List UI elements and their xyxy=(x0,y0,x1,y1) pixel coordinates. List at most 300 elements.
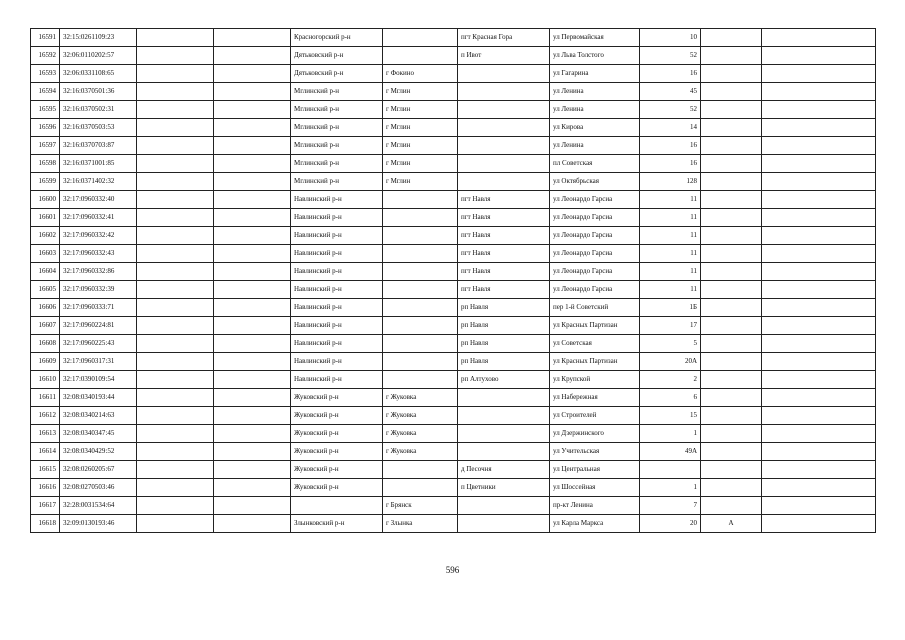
district-cell: Дятьковский р-н xyxy=(291,47,383,65)
letter-cell xyxy=(701,407,762,425)
empty-cell xyxy=(762,173,876,191)
empty-cell xyxy=(137,101,214,119)
table-row xyxy=(31,515,876,533)
cadastral-number-cell: 32:06:0331108:65 xyxy=(60,65,137,83)
house-number-cell: 11 xyxy=(640,263,701,281)
district-cell: Навлинский р-н xyxy=(291,371,383,389)
settlement-cell: пгт Навля xyxy=(458,245,550,263)
empty-cell xyxy=(762,281,876,299)
district-cell: Жуковский р-н xyxy=(291,461,383,479)
empty-cell xyxy=(137,173,214,191)
street-cell: ул Дзержинского xyxy=(550,425,640,443)
empty-cell xyxy=(214,47,291,65)
empty-cell xyxy=(762,137,876,155)
street-cell: ул Ленина xyxy=(550,101,640,119)
settlement-cell: п Цветники xyxy=(458,479,550,497)
empty-cell xyxy=(214,497,291,515)
settlement-cell xyxy=(458,119,550,137)
district-cell: Мглинский р-н xyxy=(291,173,383,191)
house-number-cell: 15 xyxy=(640,407,701,425)
street-cell: ул Октябрьская xyxy=(550,173,640,191)
settlement-cell xyxy=(458,173,550,191)
record-number-cell: 16597 xyxy=(31,137,60,155)
district-cell: Мглинский р-н xyxy=(291,155,383,173)
city-cell xyxy=(383,299,458,317)
district-cell: Навлинский р-н xyxy=(291,317,383,335)
table-row xyxy=(31,443,876,461)
empty-cell xyxy=(214,191,291,209)
city-cell: г Жуковка xyxy=(383,425,458,443)
empty-cell xyxy=(762,479,876,497)
district-cell: Жуковский р-н xyxy=(291,443,383,461)
empty-cell xyxy=(137,389,214,407)
cadastral-number-cell: 32:17:0960332:86 xyxy=(60,263,137,281)
empty-cell xyxy=(762,155,876,173)
record-number-cell: 16605 xyxy=(31,281,60,299)
letter-cell xyxy=(701,173,762,191)
empty-cell xyxy=(214,425,291,443)
settlement-cell: пгт Навля xyxy=(458,191,550,209)
record-number-cell: 16606 xyxy=(31,299,60,317)
cadastral-number-cell: 32:17:0960224:81 xyxy=(60,317,137,335)
street-cell: ул Строителей xyxy=(550,407,640,425)
cadastral-number-cell: 32:08:0340347:45 xyxy=(60,425,137,443)
empty-cell xyxy=(214,479,291,497)
empty-cell xyxy=(762,47,876,65)
empty-cell xyxy=(762,29,876,47)
district-cell: Навлинский р-н xyxy=(291,281,383,299)
settlement-cell: пгт Красная Гора xyxy=(458,29,550,47)
district-cell: Навлинский р-н xyxy=(291,335,383,353)
street-cell: ул Красных Партизан xyxy=(550,317,640,335)
settlement-cell: пгт Навля xyxy=(458,263,550,281)
empty-cell xyxy=(214,101,291,119)
settlement-cell: пгт Навля xyxy=(458,281,550,299)
empty-cell xyxy=(137,47,214,65)
street-cell: ул Ленина xyxy=(550,83,640,101)
house-number-cell: 128 xyxy=(640,173,701,191)
empty-cell xyxy=(214,443,291,461)
city-cell: г Жуковка xyxy=(383,407,458,425)
settlement-cell: д Песочня xyxy=(458,461,550,479)
cadastral-number-cell: 32:08:0340193:44 xyxy=(60,389,137,407)
record-number-cell: 16613 xyxy=(31,425,60,443)
city-cell: г Фокино xyxy=(383,65,458,83)
table-row xyxy=(31,371,876,389)
settlement-cell: пгт Навля xyxy=(458,209,550,227)
empty-cell xyxy=(214,461,291,479)
record-number-cell: 16601 xyxy=(31,209,60,227)
district-cell: Навлинский р-н xyxy=(291,353,383,371)
empty-cell xyxy=(137,425,214,443)
house-number-cell: 16 xyxy=(640,137,701,155)
street-cell: ул Красных Партизан xyxy=(550,353,640,371)
settlement-cell xyxy=(458,515,550,533)
empty-cell xyxy=(214,83,291,101)
empty-cell xyxy=(137,29,214,47)
letter-cell xyxy=(701,101,762,119)
cadastral-number-cell: 32:16:0371402:32 xyxy=(60,173,137,191)
city-cell xyxy=(383,29,458,47)
city-cell: г Мглин xyxy=(383,173,458,191)
district-cell: Жуковский р-н xyxy=(291,407,383,425)
empty-cell xyxy=(137,335,214,353)
empty-cell xyxy=(137,281,214,299)
settlement-cell xyxy=(458,137,550,155)
house-number-cell: 11 xyxy=(640,191,701,209)
settlement-cell xyxy=(458,407,550,425)
house-number-cell: 11 xyxy=(640,227,701,245)
table-row xyxy=(31,353,876,371)
house-number-cell: 20А xyxy=(640,353,701,371)
letter-cell: А xyxy=(701,515,762,533)
street-cell: ул Первомайская xyxy=(550,29,640,47)
empty-cell xyxy=(137,137,214,155)
city-cell: г Мглин xyxy=(383,155,458,173)
empty-cell xyxy=(214,371,291,389)
city-cell: г Мглин xyxy=(383,119,458,137)
cadastral-number-cell: 32:17:0960317:31 xyxy=(60,353,137,371)
city-cell: г Брянск xyxy=(383,497,458,515)
letter-cell xyxy=(701,461,762,479)
empty-cell xyxy=(762,299,876,317)
city-cell xyxy=(383,263,458,281)
empty-cell xyxy=(137,299,214,317)
street-cell: ул Набережная xyxy=(550,389,640,407)
district-cell: Мглинский р-н xyxy=(291,83,383,101)
page-number: 596 xyxy=(445,565,460,575)
empty-cell xyxy=(762,263,876,281)
letter-cell xyxy=(701,353,762,371)
district-cell: Навлинский р-н xyxy=(291,245,383,263)
table-row xyxy=(31,29,876,47)
street-cell: ул Советская xyxy=(550,335,640,353)
empty-cell xyxy=(214,29,291,47)
cadastral-number-cell: 32:17:0960333:71 xyxy=(60,299,137,317)
city-cell xyxy=(383,47,458,65)
street-cell: ул Учительская xyxy=(550,443,640,461)
empty-cell xyxy=(214,263,291,281)
district-cell: Жуковский р-н xyxy=(291,479,383,497)
table-row xyxy=(31,479,876,497)
table-row xyxy=(31,227,876,245)
street-cell: ул Шоссейная xyxy=(550,479,640,497)
district-cell: Навлинский р-н xyxy=(291,263,383,281)
empty-cell xyxy=(137,245,214,263)
street-cell: ул Леонардо Гарсиа xyxy=(550,209,640,227)
district-cell: Красногорский р-н xyxy=(291,29,383,47)
record-number-cell: 16615 xyxy=(31,461,60,479)
empty-cell xyxy=(137,353,214,371)
settlement-cell xyxy=(458,497,550,515)
empty-cell xyxy=(214,227,291,245)
street-cell: ул Льва Толстого xyxy=(550,47,640,65)
district-cell: Дятьковский р-н xyxy=(291,65,383,83)
house-number-cell: 5 xyxy=(640,335,701,353)
settlement-cell: рп Навля xyxy=(458,317,550,335)
street-cell: ул Леонардо Гарсиа xyxy=(550,281,640,299)
table-row xyxy=(31,335,876,353)
street-cell: ул Кирова xyxy=(550,119,640,137)
table-row xyxy=(31,191,876,209)
table-row xyxy=(31,119,876,137)
letter-cell xyxy=(701,119,762,137)
city-cell xyxy=(383,227,458,245)
street-cell: ул Леонардо Гарсиа xyxy=(550,245,640,263)
settlement-cell xyxy=(458,389,550,407)
settlement-cell xyxy=(458,65,550,83)
table-row xyxy=(31,263,876,281)
record-number-cell: 16600 xyxy=(31,191,60,209)
house-number-cell: 16 xyxy=(640,65,701,83)
letter-cell xyxy=(701,209,762,227)
empty-cell xyxy=(137,371,214,389)
city-cell: г Мглин xyxy=(383,83,458,101)
record-number-cell: 16616 xyxy=(31,479,60,497)
house-number-cell: 11 xyxy=(640,281,701,299)
letter-cell xyxy=(701,65,762,83)
city-cell: г Злынка xyxy=(383,515,458,533)
cadastral-number-cell: 32:16:0370502:31 xyxy=(60,101,137,119)
table-row xyxy=(31,497,876,515)
cadastral-number-cell: 32:08:0260205:67 xyxy=(60,461,137,479)
letter-cell xyxy=(701,83,762,101)
empty-cell xyxy=(214,407,291,425)
empty-cell xyxy=(137,209,214,227)
city-cell xyxy=(383,209,458,227)
settlement-cell: п Ивот xyxy=(458,47,550,65)
empty-cell xyxy=(762,209,876,227)
cadastral-number-cell: 32:16:0370501:36 xyxy=(60,83,137,101)
house-number-cell: 16 xyxy=(640,155,701,173)
empty-cell xyxy=(762,245,876,263)
cadastral-number-cell: 32:17:0960332:39 xyxy=(60,281,137,299)
cadastral-number-cell: 32:16:0370703:87 xyxy=(60,137,137,155)
cadastral-number-cell: 32:17:0960225:43 xyxy=(60,335,137,353)
letter-cell xyxy=(701,299,762,317)
table-row xyxy=(31,101,876,119)
table-row xyxy=(31,299,876,317)
district-cell: Навлинский р-н xyxy=(291,299,383,317)
street-cell: ул Гагарина xyxy=(550,65,640,83)
empty-cell xyxy=(137,263,214,281)
registry-table xyxy=(30,28,876,533)
table-row xyxy=(31,209,876,227)
house-number-cell: 45 xyxy=(640,83,701,101)
record-number-cell: 16592 xyxy=(31,47,60,65)
table-row xyxy=(31,281,876,299)
record-number-cell: 16612 xyxy=(31,407,60,425)
street-cell: пр-кт Ленина xyxy=(550,497,640,515)
cadastral-number-cell: 32:16:0370503:53 xyxy=(60,119,137,137)
district-cell: Злынковский р-н xyxy=(291,515,383,533)
empty-cell xyxy=(137,479,214,497)
empty-cell xyxy=(214,245,291,263)
letter-cell xyxy=(701,371,762,389)
city-cell xyxy=(383,191,458,209)
empty-cell xyxy=(762,83,876,101)
city-cell xyxy=(383,371,458,389)
record-number-cell: 16614 xyxy=(31,443,60,461)
empty-cell xyxy=(762,425,876,443)
house-number-cell: 11 xyxy=(640,245,701,263)
house-number-cell: 17 xyxy=(640,317,701,335)
cadastral-number-cell: 32:08:0270503:46 xyxy=(60,479,137,497)
registry-body xyxy=(31,29,876,533)
letter-cell xyxy=(701,443,762,461)
letter-cell xyxy=(701,29,762,47)
city-cell: г Мглин xyxy=(383,137,458,155)
letter-cell xyxy=(701,425,762,443)
letter-cell xyxy=(701,317,762,335)
house-number-cell: 1 xyxy=(640,479,701,497)
empty-cell xyxy=(214,335,291,353)
record-number-cell: 16599 xyxy=(31,173,60,191)
empty-cell xyxy=(137,497,214,515)
letter-cell xyxy=(701,245,762,263)
letter-cell xyxy=(701,47,762,65)
street-cell: ул Ленина xyxy=(550,137,640,155)
letter-cell xyxy=(701,227,762,245)
district-cell: Мглинский р-н xyxy=(291,119,383,137)
city-cell: г Жуковка xyxy=(383,443,458,461)
empty-cell xyxy=(137,407,214,425)
street-cell: ул Центральная xyxy=(550,461,640,479)
record-number-cell: 16593 xyxy=(31,65,60,83)
street-cell: ул Леонардо Гарсиа xyxy=(550,263,640,281)
empty-cell xyxy=(762,119,876,137)
district-cell: Жуковский р-н xyxy=(291,425,383,443)
table-row xyxy=(31,155,876,173)
empty-cell xyxy=(762,515,876,533)
record-number-cell: 16604 xyxy=(31,263,60,281)
empty-cell xyxy=(137,119,214,137)
city-cell xyxy=(383,281,458,299)
record-number-cell: 16618 xyxy=(31,515,60,533)
street-cell: ул Леонардо Гарсиа xyxy=(550,227,640,245)
cadastral-number-cell: 32:17:0390109:54 xyxy=(60,371,137,389)
house-number-cell: 14 xyxy=(640,119,701,137)
district-cell: Мглинский р-н xyxy=(291,101,383,119)
table-row xyxy=(31,461,876,479)
record-number-cell: 16594 xyxy=(31,83,60,101)
table-row xyxy=(31,83,876,101)
record-number-cell: 16610 xyxy=(31,371,60,389)
settlement-cell: рп Навля xyxy=(458,299,550,317)
street-cell: ул Леонардо Гарсиа xyxy=(550,191,640,209)
empty-cell xyxy=(762,65,876,83)
table-row xyxy=(31,65,876,83)
empty-cell xyxy=(137,155,214,173)
settlement-cell: пгт Навля xyxy=(458,227,550,245)
empty-cell xyxy=(762,317,876,335)
record-number-cell: 16607 xyxy=(31,317,60,335)
letter-cell xyxy=(701,137,762,155)
house-number-cell: 52 xyxy=(640,47,701,65)
house-number-cell: 2 xyxy=(640,371,701,389)
letter-cell xyxy=(701,191,762,209)
street-cell: ул Карла Маркса xyxy=(550,515,640,533)
house-number-cell: 7 xyxy=(640,497,701,515)
table-row xyxy=(31,47,876,65)
street-cell: пер 1-й Советский xyxy=(550,299,640,317)
empty-cell xyxy=(762,353,876,371)
empty-cell xyxy=(137,443,214,461)
settlement-cell xyxy=(458,83,550,101)
city-cell xyxy=(383,461,458,479)
settlement-cell: рп Навля xyxy=(458,335,550,353)
letter-cell xyxy=(701,155,762,173)
house-number-cell: 1 xyxy=(640,425,701,443)
letter-cell xyxy=(701,281,762,299)
settlement-cell xyxy=(458,425,550,443)
empty-cell xyxy=(214,119,291,137)
empty-cell xyxy=(214,209,291,227)
cadastral-number-cell: 32:09:0130193:46 xyxy=(60,515,137,533)
record-number-cell: 16608 xyxy=(31,335,60,353)
empty-cell xyxy=(762,497,876,515)
cadastral-number-cell: 32:17:0960332:40 xyxy=(60,191,137,209)
house-number-cell: 49А xyxy=(640,443,701,461)
settlement-cell xyxy=(458,443,550,461)
empty-cell xyxy=(762,191,876,209)
empty-cell xyxy=(137,65,214,83)
empty-cell xyxy=(214,299,291,317)
record-number-cell: 16603 xyxy=(31,245,60,263)
settlement-cell xyxy=(458,155,550,173)
cadastral-number-cell: 32:08:0340429:52 xyxy=(60,443,137,461)
table-row xyxy=(31,407,876,425)
city-cell: г Жуковка xyxy=(383,389,458,407)
empty-cell xyxy=(214,515,291,533)
cadastral-number-cell: 32:15:0261109:23 xyxy=(60,29,137,47)
table-row xyxy=(31,389,876,407)
letter-cell xyxy=(701,497,762,515)
table-row xyxy=(31,317,876,335)
city-cell xyxy=(383,353,458,371)
empty-cell xyxy=(762,335,876,353)
letter-cell xyxy=(701,335,762,353)
table-row xyxy=(31,137,876,155)
city-cell xyxy=(383,335,458,353)
house-number-cell xyxy=(640,461,701,479)
settlement-cell xyxy=(458,101,550,119)
cadastral-number-cell: 32:28:0031534:64 xyxy=(60,497,137,515)
empty-cell xyxy=(137,515,214,533)
record-number-cell: 16595 xyxy=(31,101,60,119)
city-cell: г Мглин xyxy=(383,101,458,119)
district-cell: Навлинский р-н xyxy=(291,209,383,227)
house-number-cell: 1Б xyxy=(640,299,701,317)
street-cell: ул Крупской xyxy=(550,371,640,389)
empty-cell xyxy=(762,227,876,245)
record-number-cell: 16617 xyxy=(31,497,60,515)
record-number-cell: 16596 xyxy=(31,119,60,137)
house-number-cell: 10 xyxy=(640,29,701,47)
district-cell xyxy=(291,497,383,515)
cadastral-number-cell: 32:17:0960332:41 xyxy=(60,209,137,227)
city-cell xyxy=(383,245,458,263)
cadastral-number-cell: 32:06:0110202:57 xyxy=(60,47,137,65)
empty-cell xyxy=(137,317,214,335)
table-row xyxy=(31,425,876,443)
empty-cell xyxy=(762,389,876,407)
city-cell xyxy=(383,479,458,497)
cadastral-number-cell: 32:16:0371001:85 xyxy=(60,155,137,173)
empty-cell xyxy=(214,65,291,83)
city-cell xyxy=(383,317,458,335)
district-cell: Жуковский р-н xyxy=(291,389,383,407)
